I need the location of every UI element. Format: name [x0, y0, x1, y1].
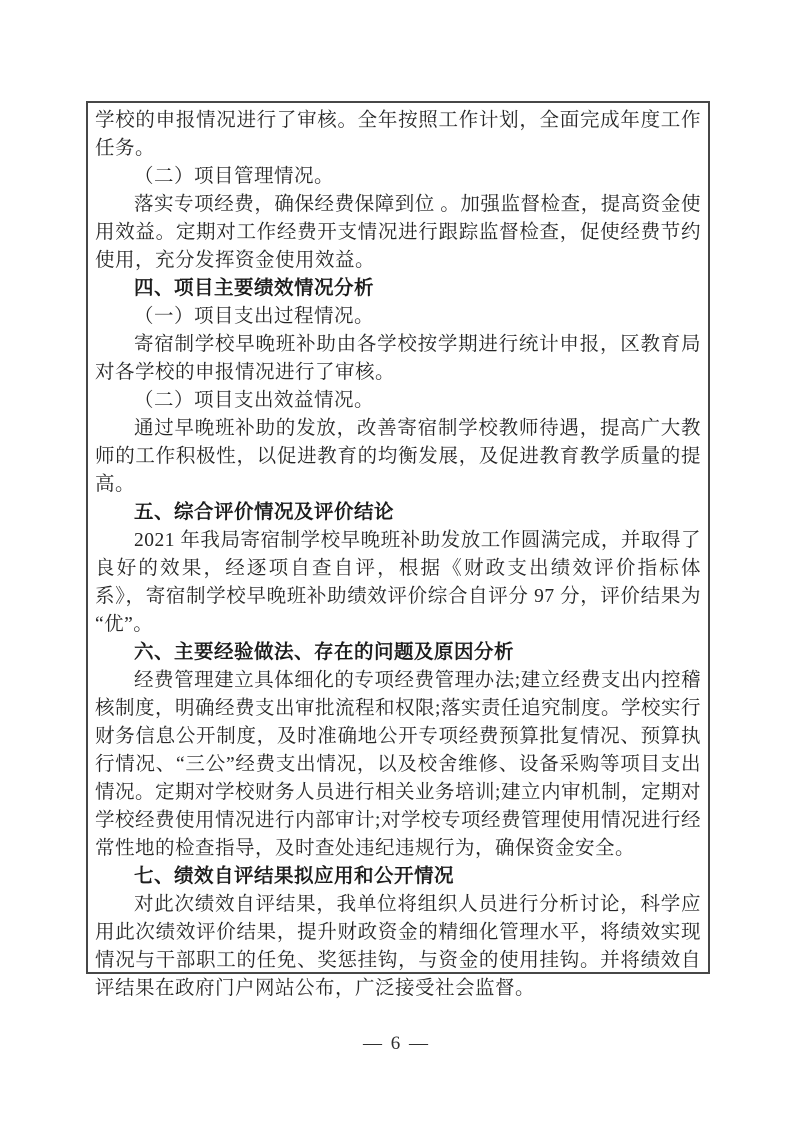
paragraph: （二）项目管理情况。: [134, 166, 335, 187]
paragraph: 学校的申报情况进行了审核。全年按照工作计划，全面完成年度工作任务。: [95, 110, 701, 159]
paragraph: 寄宿制学校早晚班补助由各学校按学期进行统计申报，区教育局对各学校的申报情况进行了审核。: [95, 334, 701, 383]
paragraph: 经费管理建立具体细化的专项经费管理办法;建立经费支出内控稽核制度，明确经费支出审批流程和权限;落实责任追究制度。学校实行财务信息公开制度，及时准确地公开专项经费预算批复情况、预算执行情况、“三公”经费支出情况，以及校舍维修、设备采购等项目支出情况。定期对学校财务人员进行相关业务培训;建立内审机制，定期对学校经费使用情况进行内部审计;对学校专项经费管理使用情况进行经常性地的检查指导，及时查处违纪违规行为，确保资金安全。: [95, 670, 701, 859]
paragraph: （二）项目支出效益情况。: [134, 390, 375, 411]
paragraph: 对此次绩效自评结果，我单位将组织人员进行分析讨论，科学应用此次绩效评价结果，提升财政资金的精细化管理水平，将绩效实现情况与干部职工的任免、奖惩挂钩，与资金的使用挂钩。并将绩效自评结果在政府门户网站公布，广泛接受社会监督。: [95, 894, 701, 999]
page-footer: [0, 1033, 793, 1055]
section-heading: 六、主要经验做法、存在的问题及原因分析: [134, 642, 515, 663]
section-heading: 五、综合评价情况及评价结论: [134, 502, 395, 523]
page-number: — 6 —: [363, 1033, 430, 1054]
paragraph: 落实专项经费，确保经费保障到位 。加强监督检查，提高资金使用效益。定期对工作经费开支情况进行跟踪监督检查，促使经费节约使用，充分发挥资金使用效益。: [95, 194, 701, 271]
paragraph: 通过早晚班补助的发放，改善寄宿制学校教师待遇，提高广大教师的工作积极性，以促进教育的均衡发展，及促进教育教学质量的提高。: [95, 418, 701, 495]
section-heading: 四、项目主要绩效情况分析: [134, 278, 375, 299]
section-heading: 七、绩效自评结果拟应用和公开情况: [134, 866, 455, 887]
paragraph: 2021 年我局寄宿制学校早晚班补助发放工作圆满完成，并取得了良好的效果，经逐项自查自评，根据《财政支出绩效评价指标体系》，寄宿制学校早晚班补助绩效评价综合自评分 97 分，评价结果为“优”。: [95, 530, 701, 635]
report-text-box: [86, 101, 710, 999]
paragraph: （一）项目支出过程情况。: [134, 306, 375, 327]
